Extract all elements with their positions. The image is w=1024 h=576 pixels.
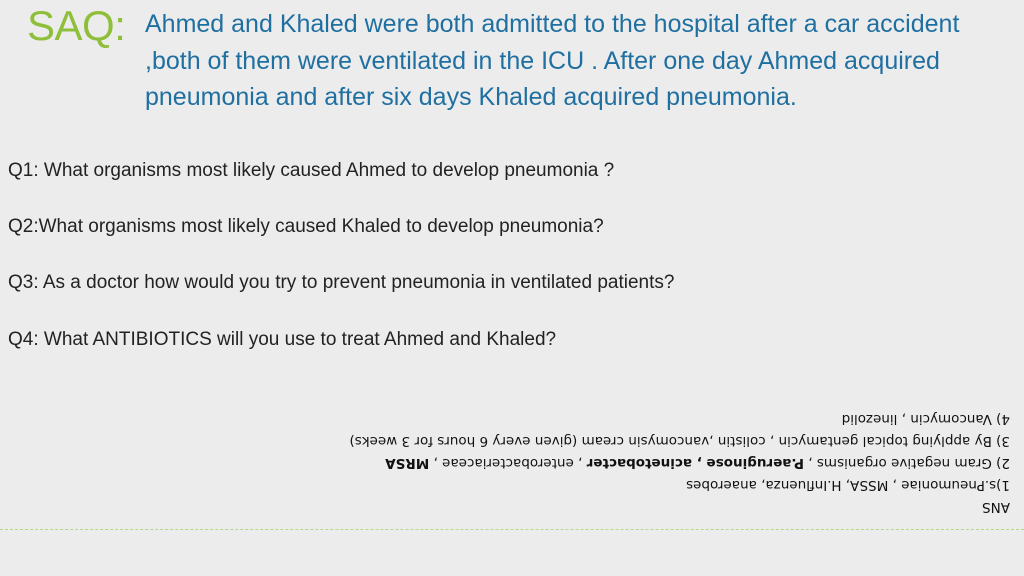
question-4: Q4: What ANTIBIOTICS will you use to treat Ahmed and Khaled?: [8, 329, 557, 350]
answer-4: 4) Vancomycin , linezolid: [841, 411, 1010, 427]
answer-3: 3) By applying topical gentamycin , colistin ,vancomysin cream (given every 6 hours for 3 weeks): [349, 433, 1010, 449]
question-2: Q2:What organisms most likely caused Khaled to develop pneumonia?: [8, 216, 604, 237]
answer-2-bold-organisms: P.aeruginose , acinetobacter: [586, 455, 804, 471]
question-3: Q3: As a doctor how would you try to prevent pneumonia in ventilated patients?: [8, 272, 675, 293]
answer-2-bold-mrsa: MRSA: [385, 455, 430, 471]
answer-2-mid: , enterobacteriaceae ,: [429, 455, 587, 471]
answers-label: ANS: [982, 499, 1010, 515]
answer-2: [250, 452, 1010, 474]
case-scenario: Ahmed and Khaled were both admitted to the hospital after a car accident ,both of them were ventilated in the ICU . After one day Ahmed acquired pneumonia and after six days Khaled acquired pneumonia.: [145, 10, 960, 111]
question-1: Q1: What organisms most likely caused Ahmed to develop pneumonia ?: [8, 160, 615, 181]
answer-2-start: 2) Gram negative organisms ,: [803, 455, 1010, 471]
answer-1: 1)s.Pneumoniae , MSSA, H.Influenza, anaerobes: [686, 477, 1010, 493]
upside-down-answers: [250, 408, 1010, 518]
saq-heading: SAQ:: [27, 2, 126, 49]
dashed-divider: [0, 529, 1024, 530]
